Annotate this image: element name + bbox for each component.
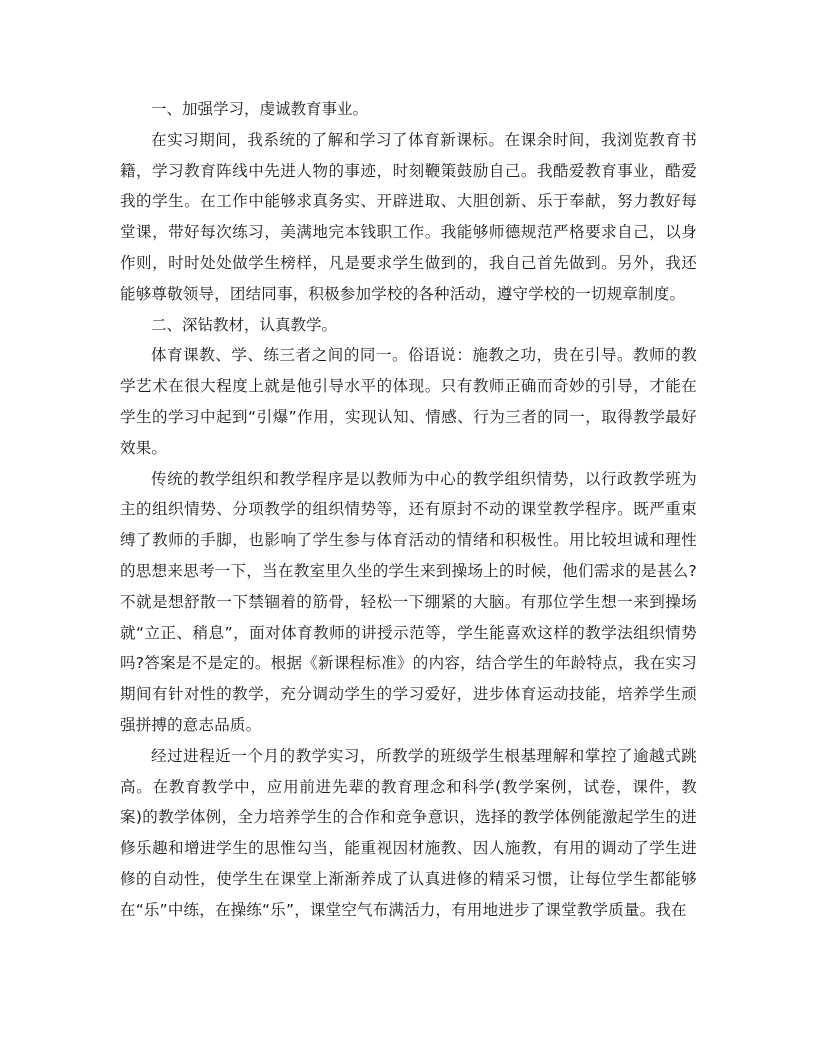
paragraph-1: 在实习期间，我系统的了解和学习了体育新课标。在课余时间，我浏览教育书籍，学习教育阵线中先进人物的事迹，时刻鞭策鼓励自己。我酷爱教育事业，酷爱我的学生。在工作中能够求真务实、开辟进取、大胆创新、乐于奉献，努力教好每堂课，带好每次练习，美满地完本钱职工作。我能够师德规范严格要求自己，以身作则，时时处处做学生榜样，凡是要求学生做到的，我自己首先做到。另外，我还能够尊敬领导，团结同事，积极参加学校的各种活动，遵守学校的一切规章制度。 bbox=[120, 130, 697, 303]
paragraph-2: 体育课教、学、练三者之间的同一。俗语说：施教之功，贵在引导。教师的教学艺术在很大程度上就是他引导水平的体现。只有教师正确而奇妙的引导，才能在学生的学习中起到“引爆”作用，实现认知、情感、行为三者的同一，取得教学最好效果。 bbox=[120, 346, 697, 457]
section-heading-2: 二、深钻教材，认真教学。 bbox=[151, 315, 338, 334]
paragraph-4: 经过进程近一个月的教学实习，所教学的班级学生根基理解和掌控了逾越式跳高。在教育教学中，应用前进先辈的教育理念和科学(教学案例，试卷，课件，教案)的教学体例，全力培养学生的合作和竞争意识，选择的教学体例能激起学生的进修乐趣和增进学生的思惟勾当，能重视因材施教、因人施教，有用的调动了学生进修的自动性，使学生在课堂上渐渐养成了认真进修的精采习惯，让每位学生都能够在“乐”中练，在操练“乐”，课堂空气布满活力，有用地进步了课堂教学质量。我在 bbox=[120, 746, 697, 919]
section-heading-1: 一、加强学习，虔诚教育事业。 bbox=[151, 100, 369, 118]
paragraph-3: 传统的教学组织和教学程序是以教师为中心的教学组织情势，以行政教学班为主的组织情势、分项教学的组织情势等，还有原封不动的课堂教学程序。既严重束缚了教师的手脚，也影响了学生参与体育活动的情绪和积极性。用比较坦诚和理性的思想来思考一下，当在教室里久坐的学生来到操场上的时候，他们需求的是甚么?不就是想舒散一下禁锢着的筋骨，轻松一下绷紧的大脑。有那位学生想一来到操场就“立正、稍息”，面对体育教师的讲授示范等，学生能喜欢这样的教学法组织情势吗?答案是不是定的。根据《新课程标准》的内容，结合学生的年龄特点，我在实习期间有针对性的教学，充分调动学生的学习爱好，进步体育运动技能，培养学生顽强拼搏的意志品质。 bbox=[120, 469, 697, 734]
document-body bbox=[120, 94, 697, 926]
